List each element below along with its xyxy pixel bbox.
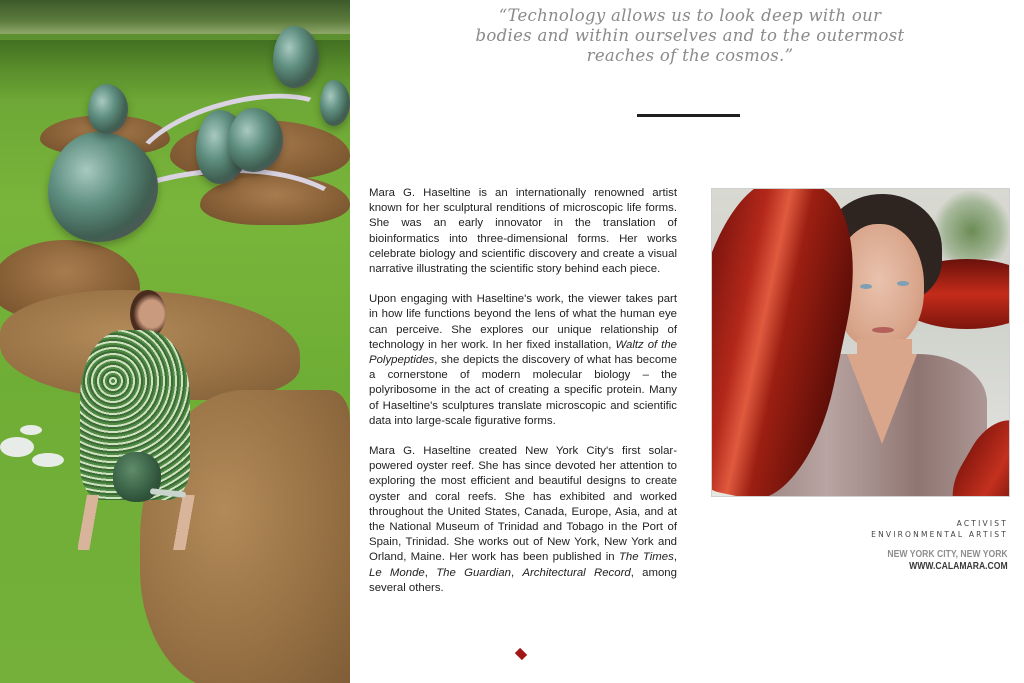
bio-paragraph-2 [369, 292, 677, 429]
stepping-stone [0, 437, 34, 457]
divider-rule [637, 114, 740, 117]
stepping-stone [20, 425, 42, 435]
bio-paragraph-2-lead: Upon engaging with Haseltine's work, the viewer takes part in how life functions beyond the lens of what the human eye can perceive. She explores our unique relationship of technology in her work. In her fixed installation, [369, 293, 677, 351]
role-environmental-artist: ENVIRONMENTAL ARTIST [871, 530, 1008, 539]
sculpture-garden-photo [0, 0, 350, 683]
bio-paragraph-3-lead: Mara G. Haseltine created New York City's first solar-powered oyster reef. She has since devoted her attention to exploring the most efficient and beautiful designs to create oyster and coral reefs. She has exhibited and worked throughout the United States, Canada, Europe, Asia, and at the National Museum of Trinidad and Tobago in the Port of Spain, Trinidad. She works out of New York, New York and Orland, Maine. Her work has been published in [369, 445, 677, 564]
bio-paragraph-2-rest: , she depicts the discovery of what has become a cornerstone of modern molecular biology – the polyribosome in the act of creating a specific protein. Many of Haseltine's sculptures translate microscopic and scientific data into large-scale figurative forms. [369, 354, 677, 427]
separator: , [424, 566, 437, 579]
portrait-eye [860, 284, 872, 289]
portrait-lips [872, 327, 894, 333]
website-link[interactable]: WWW.CALAMARA.COM [909, 560, 1008, 572]
publication-name: The Guardian [436, 566, 511, 579]
role-activist: ACTIVIST [956, 519, 1008, 528]
publication-name: Le Monde [369, 566, 425, 579]
work-title: Waltz of the Polypeptides [369, 338, 678, 367]
woman-figure-legs [78, 495, 218, 550]
artist-caption [861, 518, 1008, 572]
portrait-neckline [847, 354, 917, 444]
molecule-pod [320, 80, 350, 126]
bio-paragraph-3-end: , among several others. [369, 566, 677, 594]
diamond-ornament-icon [515, 648, 527, 660]
pull-quote: “Technology allows us to look deep with our bodies and within ourselves and to the outermost reaches of the cosmos.” [475, 6, 905, 65]
portrait-eye [897, 281, 909, 286]
publication-name: The Times [618, 551, 674, 564]
bio-paragraph-3 [369, 444, 677, 596]
separator: , [673, 551, 677, 564]
location: NEW YORK CITY, NEW YORK [887, 548, 1008, 560]
artist-portrait-photo [711, 188, 1010, 497]
bio-paragraph-1: Mara G. Haseltine is an internationally renowned artist known for her sculptural renditions of microscopic life forms. She was an early innovator in the translation of bioinformatics into three-dimensional forms. Her works celebrate biology and scientific discovery and create a visual narrative illustrating the scientific story behind each piece. [369, 187, 677, 276]
separator: , [510, 566, 523, 579]
publication-name: Architectural Record [522, 566, 631, 579]
stepping-stone [32, 453, 64, 467]
background-plant [932, 189, 1010, 259]
biography-text [369, 186, 677, 611]
